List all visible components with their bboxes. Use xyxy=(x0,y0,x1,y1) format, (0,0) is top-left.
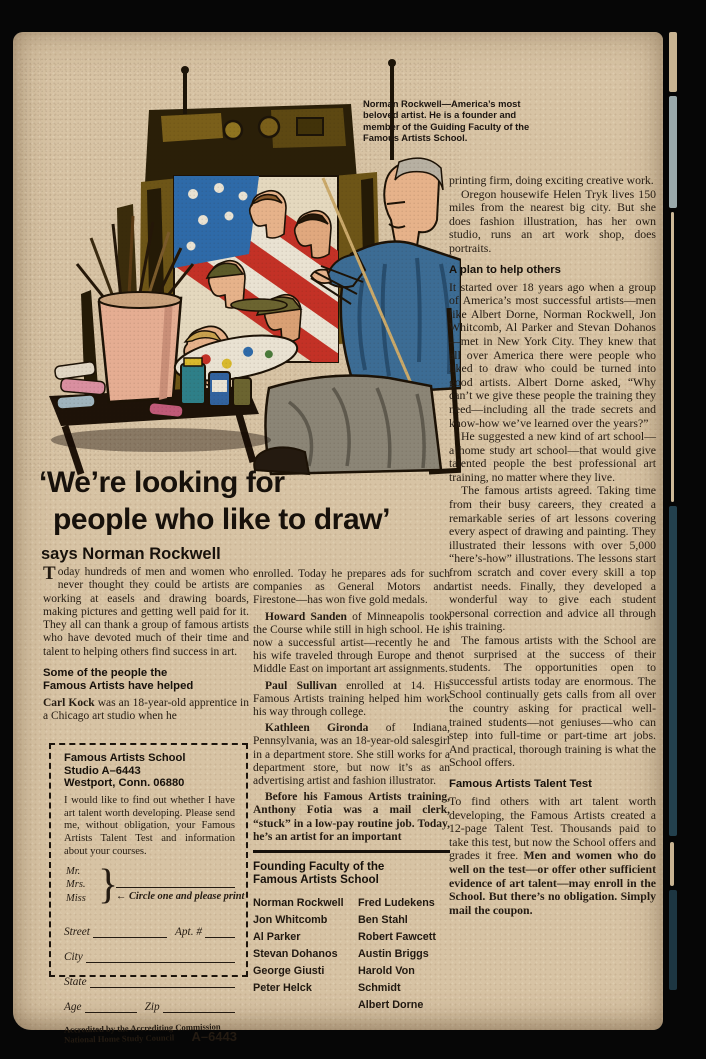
faculty-heading: Founding Faculty of the Famous Artists School xyxy=(253,860,385,887)
right-column xyxy=(449,174,656,917)
faculty-name: Norman Rockwell xyxy=(253,896,344,909)
age-zip-field-row: Age Zip xyxy=(64,1001,235,1013)
coupon-address: Famous Artists School Studio A–6443 Westport, Conn. 06880 xyxy=(64,752,186,790)
talent-test-paragraph: To find others with art talent worth developing, the Famous Artists created a 12-page Talent Test. Thousands paid to take this test, but now the School offers and grades it free. Men and women who do well on the test—or offer other sufficient evidence of art talent—may enroll in the School. But there’s no obligation. Simply mail the coupon. xyxy=(449,793,656,917)
title-options: Mr. Mrs. Miss xyxy=(66,865,86,904)
street-field-row: Street Apt. # xyxy=(64,926,235,938)
photo-caption: Norman Rockwell—America’s most beloved artist. He is a founder and member of the Guiding Faculty of the Famous Artists School. xyxy=(363,98,530,144)
coupon-code: A–6443 xyxy=(191,1028,237,1044)
apt-blank-line xyxy=(205,926,235,938)
zip-blank-line xyxy=(163,1001,235,1013)
faculty-name: Stevan Dohanos xyxy=(253,947,338,960)
started-paragraph: It started over 18 years ago when a group of America’s most successful artists—men like Albert Dorne, Norman Rockwell, Jon Whitcomb, Al Parker and Stevan Dohanos—met in New York City. They knew that all over America there were people who liked to draw who could be turned into good artists. Albert Dorne asked, “Why can’t we give these people the training they need—including all the trade secrets and know-how we’ve learned over the years?” xyxy=(449,279,656,430)
edge-segment xyxy=(669,890,677,990)
magazine-ad-page xyxy=(13,32,663,1045)
state-blank-line xyxy=(90,976,235,988)
middle-column xyxy=(253,568,450,1014)
not-surprised-paragraph: The famous artists with the School are not surprised at the success of their students. The opportunities open to successful artists today are enormous. The School continually gets calls from all over the country asking for practical well-trained students—not geniuses—who can step into full-time or part-time art jobs. And practical, thorough training is what the School offers. xyxy=(449,633,656,770)
edge-segment xyxy=(669,96,677,208)
faculty-name: Al Parker xyxy=(253,930,301,943)
faculty-name: Austin Briggs xyxy=(358,947,429,960)
faculty-name: Albert Dorne xyxy=(358,998,424,1011)
headline-line2: people who like to draw’ xyxy=(53,503,391,536)
city-blank-line xyxy=(86,951,235,963)
headline-byline: says Norman Rockwell xyxy=(41,545,221,563)
printing-firm-paragraph: printing firm, doing exciting creative work. xyxy=(449,173,654,187)
faculty-column-1 xyxy=(253,895,358,1014)
artists-agreed-paragraph: The famous artists agreed. Taking time from their busy careers, they created a remarkable series of art lessons covering every aspect of drawing and painting. They illustrated their lessons with over 5,000 “here’s-how” illustrations. The lessons start from scratch and cover every skill a top artist needs. Finally, they developed a wonderful way to give each student personal correction and advice all through his training. xyxy=(449,483,656,634)
faculty-name: Jon Whitcomb xyxy=(253,913,328,926)
mail-in-coupon xyxy=(49,743,248,1045)
faculty-name: Peter Helck xyxy=(253,981,312,994)
city-field-row: City xyxy=(64,951,235,963)
carl-kock-paragraph: Carl Kock was an 18-year-old apprentice in a Chicago art studio when he xyxy=(43,697,249,723)
circle-one-note: ← Circle one and please print xyxy=(116,887,235,902)
faculty-column-2 xyxy=(358,895,450,1014)
left-column xyxy=(43,563,249,724)
paul-sullivan-paragraph: Paul Sullivan enrolled at 14. His Famous Artists training helped him work his way through college. xyxy=(253,679,451,719)
faculty-name: Ben Stahl xyxy=(358,913,408,926)
state-field-row: State xyxy=(64,976,235,988)
edge-segment xyxy=(670,842,674,886)
edge-segment xyxy=(671,212,674,502)
continuation-paragraph: enrolled. Today he prepares ads for such companies as General Motors and Firestone—has won five gold medals. xyxy=(253,568,450,607)
street-blank-line xyxy=(93,926,167,938)
howard-sanden-paragraph: Howard Sanden of Minneapolis took the Course while still in high school. He is now a successful artist—recently he and his wife traveled through Europe and the Middle East on important art assignments. xyxy=(253,610,450,676)
adjacent-page-edge xyxy=(669,30,678,1028)
age-blank-line xyxy=(85,1001,137,1013)
drop-cap: T xyxy=(43,563,56,584)
helen-tryk-paragraph: Oregon housewife Helen Tryk lives 150 miles from the nearest big city. But she does fashion illustration, has her own studio, runs an art work shop, does portraits. xyxy=(449,186,656,255)
brace-glyph: } xyxy=(98,861,119,908)
faculty-name: George Giusti xyxy=(253,964,325,977)
anthony-fotia-paragraph: Before his Famous Artists training, Anthony Fotia was a mail clerk, “stuck” in a low-pay routine job. Today, he’s an artist for an important xyxy=(253,791,450,843)
faculty-name: Robert Fawcett xyxy=(358,930,436,943)
plan-heading: A plan to help others xyxy=(449,263,561,276)
faculty-name: Harold Von Schmidt xyxy=(358,964,415,994)
faculty-name: Fred Ludekens xyxy=(358,896,435,909)
headline-line1: ‘We’re looking for xyxy=(39,466,285,499)
coupon-body-text: I would like to find out whether I have art talent worth developing. Please send me, without obligation, your Famous Artists Talent Test and information about your courses. xyxy=(64,794,235,857)
edge-segment xyxy=(669,32,677,92)
title-selection xyxy=(64,861,245,913)
left-arrow-icon: ← xyxy=(116,890,127,902)
accreditation: Accredited by the Accrediting Commission National Home Study Council A–6443 xyxy=(63,1021,237,1045)
intro-paragraph: Today hundreds of men and women who never thought they could be artists are working at easels and drawing boards, making pictures and getting well paid for it. They all can thank a group of famous artists who have devoted much of their time and talent to helping others find success in art. xyxy=(43,563,249,658)
edge-segment xyxy=(669,506,677,836)
kathleen-gironda-paragraph: Kathleen Gironda of Indiana, Pennsylvania, was an 18-year-old salesgirl in a department store. She still works for a department store, but now it’s as an advertising artist and fashion illustrator. xyxy=(253,722,450,788)
talent-test-heading: Famous Artists Talent Test xyxy=(449,777,592,790)
faculty-name-list xyxy=(253,895,450,1014)
headline xyxy=(39,464,469,538)
suggested-paragraph: He suggested a new kind of art school—a home study art school—that would give talented people the best professional art training, no matter where they live. xyxy=(449,429,656,484)
helped-heading: Some of the people the Famous Artists have helped xyxy=(43,667,194,693)
faculty-divider-rule xyxy=(253,850,450,853)
